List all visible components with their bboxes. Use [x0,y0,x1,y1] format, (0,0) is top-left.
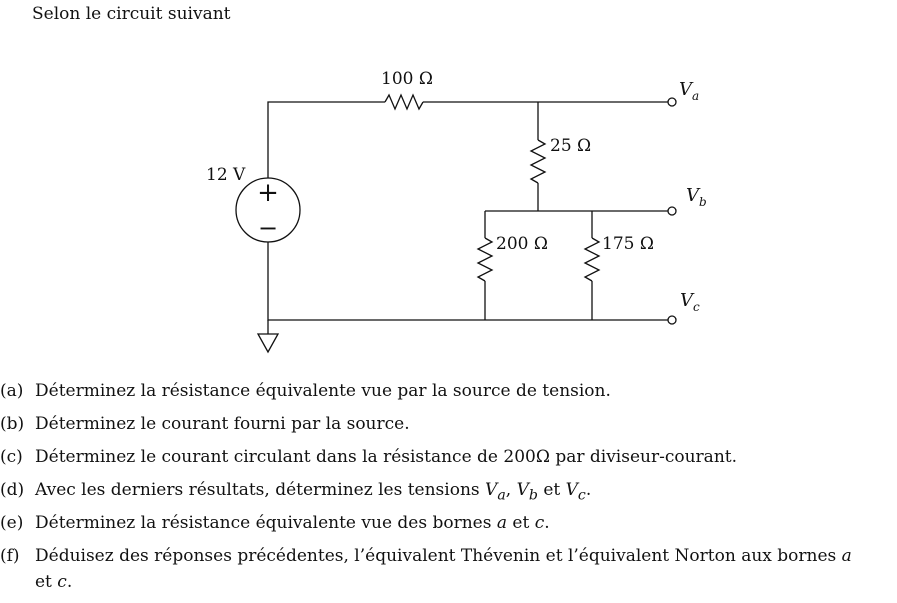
terminal-b [668,207,676,215]
question-text: Déterminez la résistance équivalente vue par la source de tension. [35,381,611,401]
var-vc: $V_c$ [565,480,586,504]
question-label: (e) [0,513,24,533]
node-a-label: $V_a$ [679,79,700,103]
question-c [0,441,897,474]
var-vb: $V_b$ [516,480,538,504]
question-label: (a) [0,381,24,401]
node-c-label: $V_c$ [680,290,700,314]
node-b-label: $V_b$ [686,185,707,209]
wire-left-top [268,102,385,178]
question-e [0,507,897,540]
resistor-100-zigzag [385,95,423,109]
var-va: $V_a$ [485,480,506,504]
question-a [0,375,897,408]
question-label: (c) [0,447,23,467]
question-f [0,540,897,592]
question-text: Déterminez le courant circulant dans la résistance de 200Ω par diviseur-courant. [35,447,737,467]
resistor-175-zigzag [585,238,599,281]
terminal-a [668,98,676,106]
question-label: (b) [0,414,25,434]
question-text: Déterminez le courant fourni par la source. [35,414,410,434]
question-text: Déterminez la résistance équivalente vue des bornes a et c. [35,513,550,533]
terminal-c [668,316,676,324]
ground-symbol [258,320,278,352]
question-label: (f) [0,546,20,566]
resistor-200-zigzag [478,238,492,281]
question-d [0,474,897,507]
question-label: (d) [0,480,25,500]
question-list [0,375,897,592]
question-b [0,408,897,441]
resistor-100-label: 100 Ω [381,69,433,89]
resistor-25-label: 25 Ω [550,136,592,156]
intro-text: Selon le circuit suivant [32,4,231,24]
question-text: Déduisez des réponses précédentes, l’équivalent Thévenin et l’équivalent Norton aux bornes a et c. [35,546,852,592]
question-text: Avec les derniers résultats, déterminez les tensions $V_a$, $V_b$ et $V_c$. [35,480,592,504]
source-minus: − [257,214,279,242]
resistor-200-label: 200 Ω [496,234,548,254]
source-plus: + [257,178,279,208]
resistor-175-label: 175 Ω [602,234,654,254]
resistor-25-zigzag [531,140,545,183]
source-label: 12 V [206,165,246,185]
